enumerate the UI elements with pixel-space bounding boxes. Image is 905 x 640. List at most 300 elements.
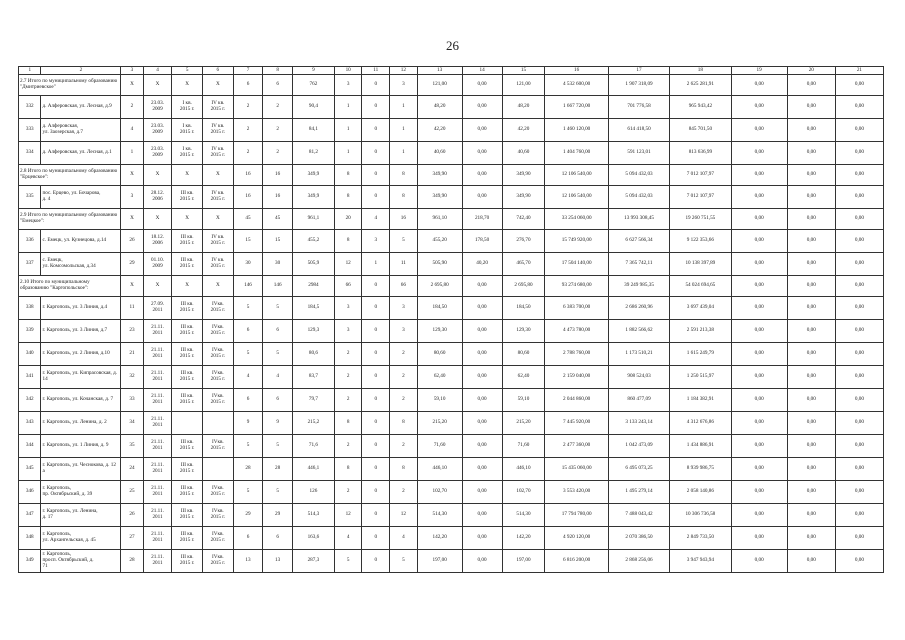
table-row (19, 142, 884, 165)
row-number-cell: 342 (19, 389, 41, 412)
table-cell: 15 (263, 230, 293, 253)
table-cell: 0,00 (835, 389, 883, 412)
table-cell: 3 697 439,04 (670, 297, 731, 320)
table-cell: 62,40 (417, 366, 462, 389)
table-cell: 16 (233, 186, 263, 209)
table-cell: 1 184 382,91 (670, 389, 731, 412)
table-cell: 12 106 540,00 (545, 165, 608, 186)
page-number: 26 (446, 38, 459, 53)
table-cell: 142,20 (502, 527, 545, 550)
table-cell: III кв. 2015 г. (172, 550, 203, 573)
table-cell: 2 (390, 435, 418, 458)
table-cell: 71,60 (502, 435, 545, 458)
table-cell: 0,00 (462, 504, 502, 527)
table-cell: III кв. 2015 г. (172, 435, 203, 458)
table-cell: 3 (390, 75, 418, 96)
table-row (19, 458, 884, 481)
table-row (19, 389, 884, 412)
table-row (19, 435, 884, 458)
table-cell: 4 (121, 119, 143, 142)
column-number: 19 (731, 67, 787, 75)
table-cell: IVкв. 2015 г. (203, 550, 234, 573)
table-cell: 3 553 420,00 (545, 481, 608, 504)
table-cell: 1 (390, 96, 418, 119)
table-cell: 0,00 (731, 481, 787, 504)
table-cell: 0,00 (462, 142, 502, 165)
table-cell: 8 (334, 458, 362, 481)
table-cell: 0,00 (835, 186, 883, 209)
column-number: 8 (263, 67, 293, 75)
table-cell: III кв. 2015 г. (172, 253, 203, 276)
table-cell: 8 (334, 186, 362, 209)
row-number-cell: 347 (19, 504, 41, 527)
table-cell: 1 (334, 142, 362, 165)
table-cell: 01.10. 2009 (143, 253, 172, 276)
row-number-cell: 346 (19, 481, 41, 504)
table-cell: 3 (390, 297, 418, 320)
table-cell: III кв. 2015 г. (172, 504, 203, 527)
table-cell: 0,00 (835, 96, 883, 119)
row-number-cell: 348 (19, 527, 41, 550)
table-cell: 84,1 (292, 119, 334, 142)
table-cell: 6 627 566,34 (608, 230, 669, 253)
table-cell: 17 504 140,00 (545, 253, 608, 276)
table-cell: 28 (121, 550, 143, 573)
table-cell: 0,00 (462, 75, 502, 96)
table-cell: 0,00 (731, 276, 787, 297)
table-cell: 54 024 694,65 (670, 276, 731, 297)
table-cell: 8 939 986,75 (670, 458, 731, 481)
table-cell: 5 (263, 435, 293, 458)
table-cell: 21.11. 2011 (143, 343, 172, 366)
table-cell: 1 907 318,09 (608, 75, 669, 96)
table-cell: 5 (390, 550, 418, 573)
table-cell: 93 274 680,00 (545, 276, 608, 297)
table-cell: 4 920 120,00 (545, 527, 608, 550)
table-cell: 1 434 886,91 (670, 435, 731, 458)
group-title: 2.8 Итого по муниципальному образованию "Ерцевское": (19, 165, 121, 186)
table-cell: 742,40 (502, 209, 545, 230)
table-cell: IVкв. 2015 г. (203, 527, 234, 550)
table-cell: I кв. 2015 г. (172, 96, 203, 119)
table-cell: 1 460 120,00 (545, 119, 608, 142)
table-cell: 0,00 (731, 186, 787, 209)
table-cell: 1 (121, 142, 143, 165)
table-cell: 5 094 432,03 (608, 186, 669, 209)
table-cell: IVкв. 2015 г. (203, 389, 234, 412)
table-cell: 0,00 (835, 276, 883, 297)
table-cell: 66 (390, 276, 418, 297)
table-cell: 11 (121, 297, 143, 320)
table-cell: 81,2 (292, 142, 334, 165)
table-cell: 218,70 (462, 209, 502, 230)
table-cell: III кв. 2015 г. (172, 481, 203, 504)
table-cell: 2 (390, 389, 418, 412)
table-cell: 13 (233, 550, 263, 573)
table-cell: 35 (121, 435, 143, 458)
table-cell: 90,4 (292, 96, 334, 119)
table-cell: 1 (334, 119, 362, 142)
table-cell: 80,60 (502, 343, 545, 366)
table-cell: 48,20 (502, 96, 545, 119)
table-cell: 0 (362, 96, 390, 119)
table-cell: 24 (121, 458, 143, 481)
table-cell: X (143, 165, 172, 186)
table-cell: 287,3 (292, 550, 334, 573)
table-cell: 0,00 (787, 527, 835, 550)
group-title: 2.9 Итого по муниципальному образованию "Емецкое": (19, 209, 121, 230)
row-number-cell: 341 (19, 366, 41, 389)
table-cell: 0,00 (835, 435, 883, 458)
table-cell: 0,00 (731, 550, 787, 573)
table-cell: 28 (233, 458, 263, 481)
table-cell: 0,00 (787, 119, 835, 142)
table-cell: 0,00 (731, 119, 787, 142)
table-cell: 62,40 (502, 366, 545, 389)
table-cell: 0,00 (462, 412, 502, 435)
table-cell: 349,9 (292, 165, 334, 186)
table-cell: 12 (334, 253, 362, 276)
table-cell: 446,10 (417, 458, 462, 481)
table-cell: 0,00 (787, 276, 835, 297)
table-cell: X (121, 75, 143, 96)
table-cell: 32 (121, 366, 143, 389)
table-cell: 26 (121, 230, 143, 253)
column-number: 7 (233, 67, 263, 75)
table-cell: 0 (362, 435, 390, 458)
table-cell: 0,00 (835, 481, 883, 504)
table-cell: 0 (362, 366, 390, 389)
table-cell: 2984 (292, 276, 334, 297)
table-cell: 2 (263, 119, 293, 142)
table-cell: 0,00 (731, 527, 787, 550)
table-cell: 10 138 397,89 (670, 253, 731, 276)
table-cell: 4 (263, 366, 293, 389)
column-number: 15 (502, 67, 545, 75)
table-cell: 0,00 (835, 253, 883, 276)
table-cell: 13 993 308,45 (608, 209, 669, 230)
table-cell: 40,20 (462, 253, 502, 276)
table-cell: 7 012 107,97 (670, 165, 731, 186)
table-cell: 5 094 432,03 (608, 165, 669, 186)
table-cell: X (143, 75, 172, 96)
row-number-cell: 336 (19, 230, 41, 253)
table-cell: 126 (292, 481, 334, 504)
column-number: 20 (787, 67, 835, 75)
table-cell: 0,00 (731, 504, 787, 527)
table-cell: 349,90 (502, 165, 545, 186)
column-number: 12 (390, 67, 418, 75)
table-cell: 0,00 (787, 435, 835, 458)
table-cell: 33 (121, 389, 143, 412)
table-cell: IVкв. 2015 г. (203, 343, 234, 366)
table-cell: 0,00 (835, 366, 883, 389)
table-cell: 0,00 (462, 96, 502, 119)
table-cell: 27.09. 2011 (143, 297, 172, 320)
row-number-cell: 338 (19, 297, 41, 320)
table-cell: 184,50 (417, 297, 462, 320)
table-cell: 0,00 (731, 96, 787, 119)
column-number: 10 (334, 67, 362, 75)
address-cell: пос. Ерцево, ул. Бочарова, д. 4 (41, 186, 121, 209)
table-cell: 4 473 780,00 (545, 320, 608, 343)
column-number: 4 (143, 67, 172, 75)
table-cell: 66 (334, 276, 362, 297)
table-cell: III кв. 2015 г. (172, 297, 203, 320)
table-row (19, 96, 884, 119)
address-cell: г. Каргополь, просп. Октябрьский, д. 71 (41, 550, 121, 573)
table-cell: 1 404 760,00 (545, 142, 608, 165)
table-cell: 29 (121, 253, 143, 276)
table-row (19, 550, 884, 573)
table-cell: III кв. 2015 г. (172, 230, 203, 253)
table-cell: 860 477,09 (608, 389, 669, 412)
table-cell (172, 412, 203, 435)
table-cell: 2 (233, 119, 263, 142)
table-cell: 455,20 (417, 230, 462, 253)
table-cell: 0 (362, 165, 390, 186)
table-cell: 23.03. 2009 (143, 119, 172, 142)
column-number: 2 (41, 67, 121, 75)
table-cell: 28.12. 2006 (143, 186, 172, 209)
column-number-row (19, 67, 884, 75)
table-cell: 215,2 (292, 412, 334, 435)
table-cell: 197,00 (502, 550, 545, 573)
table-cell: 0,00 (462, 366, 502, 389)
table-cell: X (121, 209, 143, 230)
table-cell: X (172, 276, 203, 297)
table-cell: 5 (233, 481, 263, 504)
table-cell: 0,00 (462, 389, 502, 412)
table-cell: 71,60 (417, 435, 462, 458)
table-cell: X (172, 165, 203, 186)
table-cell: 6 (233, 389, 263, 412)
table-cell: 0,00 (787, 209, 835, 230)
table-cell: 446,1 (292, 458, 334, 481)
table-cell: 2 (334, 389, 362, 412)
table-cell: 0 (362, 119, 390, 142)
table-cell: 9 122 353,66 (670, 230, 731, 253)
table-cell: 7 012 107,97 (670, 186, 731, 209)
column-number: 14 (462, 67, 502, 75)
table-row (19, 481, 884, 504)
table-cell: 0,00 (462, 276, 502, 297)
table-cell: 0,00 (787, 412, 835, 435)
table-cell: 0,00 (787, 458, 835, 481)
table-cell: 505,90 (417, 253, 462, 276)
group-title: 2.7 Итого по муниципальному образованию "Дмитриевское" (19, 75, 121, 96)
table-cell: 1 (362, 253, 390, 276)
table-cell: IVкв. 2015 г. (203, 481, 234, 504)
table-cell: 0,00 (731, 458, 787, 481)
table-cell: 16 (263, 165, 293, 186)
table-cell: 21.11. 2011 (143, 412, 172, 435)
table-cell: 17 794 780,00 (545, 504, 608, 527)
table-cell: 8 (334, 230, 362, 253)
table-cell: 102,70 (417, 481, 462, 504)
table-cell: 4 (233, 366, 263, 389)
address-cell: д. Алферовская, ул. Лесная, д.9 (41, 96, 121, 119)
table-cell: 2 (263, 96, 293, 119)
address-cell: д. Алферовская, ул. Заозерская, д.7 (41, 119, 121, 142)
table-cell: 2 (334, 366, 362, 389)
table-cell: 276,70 (502, 230, 545, 253)
table-cell: 121,00 (417, 75, 462, 96)
table-cell: 3 (334, 320, 362, 343)
table-cell: 3 133 243,14 (608, 412, 669, 435)
column-number: 3 (121, 67, 143, 75)
table-cell: 965 943,42 (670, 96, 731, 119)
table-cell: 39 249 985,35 (608, 276, 669, 297)
table-cell: 5 (263, 297, 293, 320)
table-cell: 5 (233, 343, 263, 366)
table-cell: 0,00 (731, 435, 787, 458)
table-cell: 0,00 (731, 165, 787, 186)
table-cell: 1 667 720,00 (545, 96, 608, 119)
table-cell: 146 (233, 276, 263, 297)
table-cell: 3 947 943,94 (670, 550, 731, 573)
table-cell: 6 (263, 75, 293, 96)
table-cell: 1 (334, 96, 362, 119)
table-cell: 0,00 (787, 186, 835, 209)
table-cell: 0,00 (787, 504, 835, 527)
table-cell: 15 749 920,00 (545, 230, 608, 253)
table-cell: 178,50 (462, 230, 502, 253)
column-number: 6 (203, 67, 234, 75)
table-cell: 2 (390, 343, 418, 366)
table-cell: X (143, 209, 172, 230)
table-cell: 0,00 (462, 297, 502, 320)
table-cell: 7 488 043,42 (608, 504, 669, 527)
table-cell: 42,20 (417, 119, 462, 142)
table-cell: 30 (233, 253, 263, 276)
table-cell: 23.03. 2009 (143, 142, 172, 165)
table-cell: 0,00 (787, 75, 835, 96)
table-cell: X (203, 209, 234, 230)
table-cell: 2 (233, 96, 263, 119)
table-cell: 23.03. 2009 (143, 96, 172, 119)
table-cell: 48,20 (417, 96, 462, 119)
table-cell: 28 (263, 458, 293, 481)
table-cell: 5 (233, 435, 263, 458)
table-cell: 21.11. 2011 (143, 458, 172, 481)
table-cell: 0,00 (787, 550, 835, 573)
table-cell: 215,20 (417, 412, 462, 435)
table-cell: 8 (390, 165, 418, 186)
table-cell: 0,00 (787, 165, 835, 186)
row-number-cell: 345 (19, 458, 41, 481)
table-cell: 2 159 040,00 (545, 366, 608, 389)
table-cell: 6 (263, 320, 293, 343)
table-cell: 2 (390, 481, 418, 504)
table-cell: 1 (390, 142, 418, 165)
table-row (19, 320, 884, 343)
table-cell: 2 (233, 142, 263, 165)
group-total-row (19, 75, 884, 96)
table-cell: 184,5 (292, 297, 334, 320)
table-cell: 0,00 (787, 96, 835, 119)
table-cell: 146 (263, 276, 293, 297)
table-cell: I кв. 2015 г. (172, 119, 203, 142)
table-cell: 2 (263, 142, 293, 165)
table-cell: 20 (334, 209, 362, 230)
table-cell: X (172, 75, 203, 96)
table-cell: 6 (263, 527, 293, 550)
table-cell: 908 524,03 (608, 366, 669, 389)
table-cell: 0,00 (731, 230, 787, 253)
table-cell: 349,9 (292, 186, 334, 209)
table-cell: I кв. 2015 г. (172, 142, 203, 165)
table-cell: IV кв. 2015 г. (203, 119, 234, 142)
table-cell: 21.11. 2011 (143, 481, 172, 504)
table-row (19, 119, 884, 142)
row-number-cell: 333 (19, 119, 41, 142)
table-cell: 3 (390, 320, 418, 343)
table-cell: 0,00 (731, 297, 787, 320)
table-cell: 0,00 (731, 75, 787, 96)
table-cell: 0,00 (787, 230, 835, 253)
table-cell: 0,00 (731, 142, 787, 165)
table-cell: 701 776,58 (608, 96, 669, 119)
table-cell: 0 (362, 481, 390, 504)
table-cell: 6 (263, 389, 293, 412)
table-cell: 3 (334, 297, 362, 320)
table-cell: 349,90 (502, 186, 545, 209)
table-cell: 0,00 (835, 165, 883, 186)
table-cell: 0 (362, 550, 390, 573)
table-row (19, 253, 884, 276)
address-cell: г. Каргополь, ул. Архангельская, д. 45 (41, 527, 121, 550)
table-cell: 121,00 (502, 75, 545, 96)
table-row (19, 297, 884, 320)
table-cell: 1 173 510,21 (608, 343, 669, 366)
table-cell: 0,00 (787, 297, 835, 320)
table-cell: 2 868 256,06 (608, 550, 669, 573)
table-cell: 0,00 (731, 320, 787, 343)
table-cell: 34 (121, 412, 143, 435)
table-cell: III кв. 2015 г. (172, 186, 203, 209)
table-cell: 15 (233, 230, 263, 253)
table-cell: 0,00 (462, 435, 502, 458)
table-cell: 12 (390, 504, 418, 527)
table-cell: 13 (263, 550, 293, 573)
table-cell: 21.11. 2011 (143, 389, 172, 412)
row-number-cell: 334 (19, 142, 41, 165)
table-cell: 9 (233, 412, 263, 435)
table-cell: III кв. 2015 г. (172, 527, 203, 550)
table-cell: III кв. 2015 г. (172, 389, 203, 412)
table-row (19, 343, 884, 366)
table-cell: III кв. 2015 г. (172, 343, 203, 366)
table-cell: 21.11. 2011 (143, 504, 172, 527)
table-cell: X (203, 276, 234, 297)
table-cell: 142,20 (417, 527, 462, 550)
table-cell: 129,30 (417, 320, 462, 343)
table-cell: 129,3 (292, 320, 334, 343)
table-cell: X (121, 165, 143, 186)
table-row (19, 527, 884, 550)
table-cell: 0,00 (462, 481, 502, 504)
row-number-cell: 332 (19, 96, 41, 119)
table-cell: IV кв. 2015 г. (203, 96, 234, 119)
table-cell: 2 695,80 (417, 276, 462, 297)
table-cell: 0 (362, 142, 390, 165)
table-cell: 16 (390, 209, 418, 230)
table-cell: 2 (334, 435, 362, 458)
table-cell: III кв. 2015 г. (172, 458, 203, 481)
table-cell: 0,00 (787, 253, 835, 276)
table-cell: 23 (121, 320, 143, 343)
